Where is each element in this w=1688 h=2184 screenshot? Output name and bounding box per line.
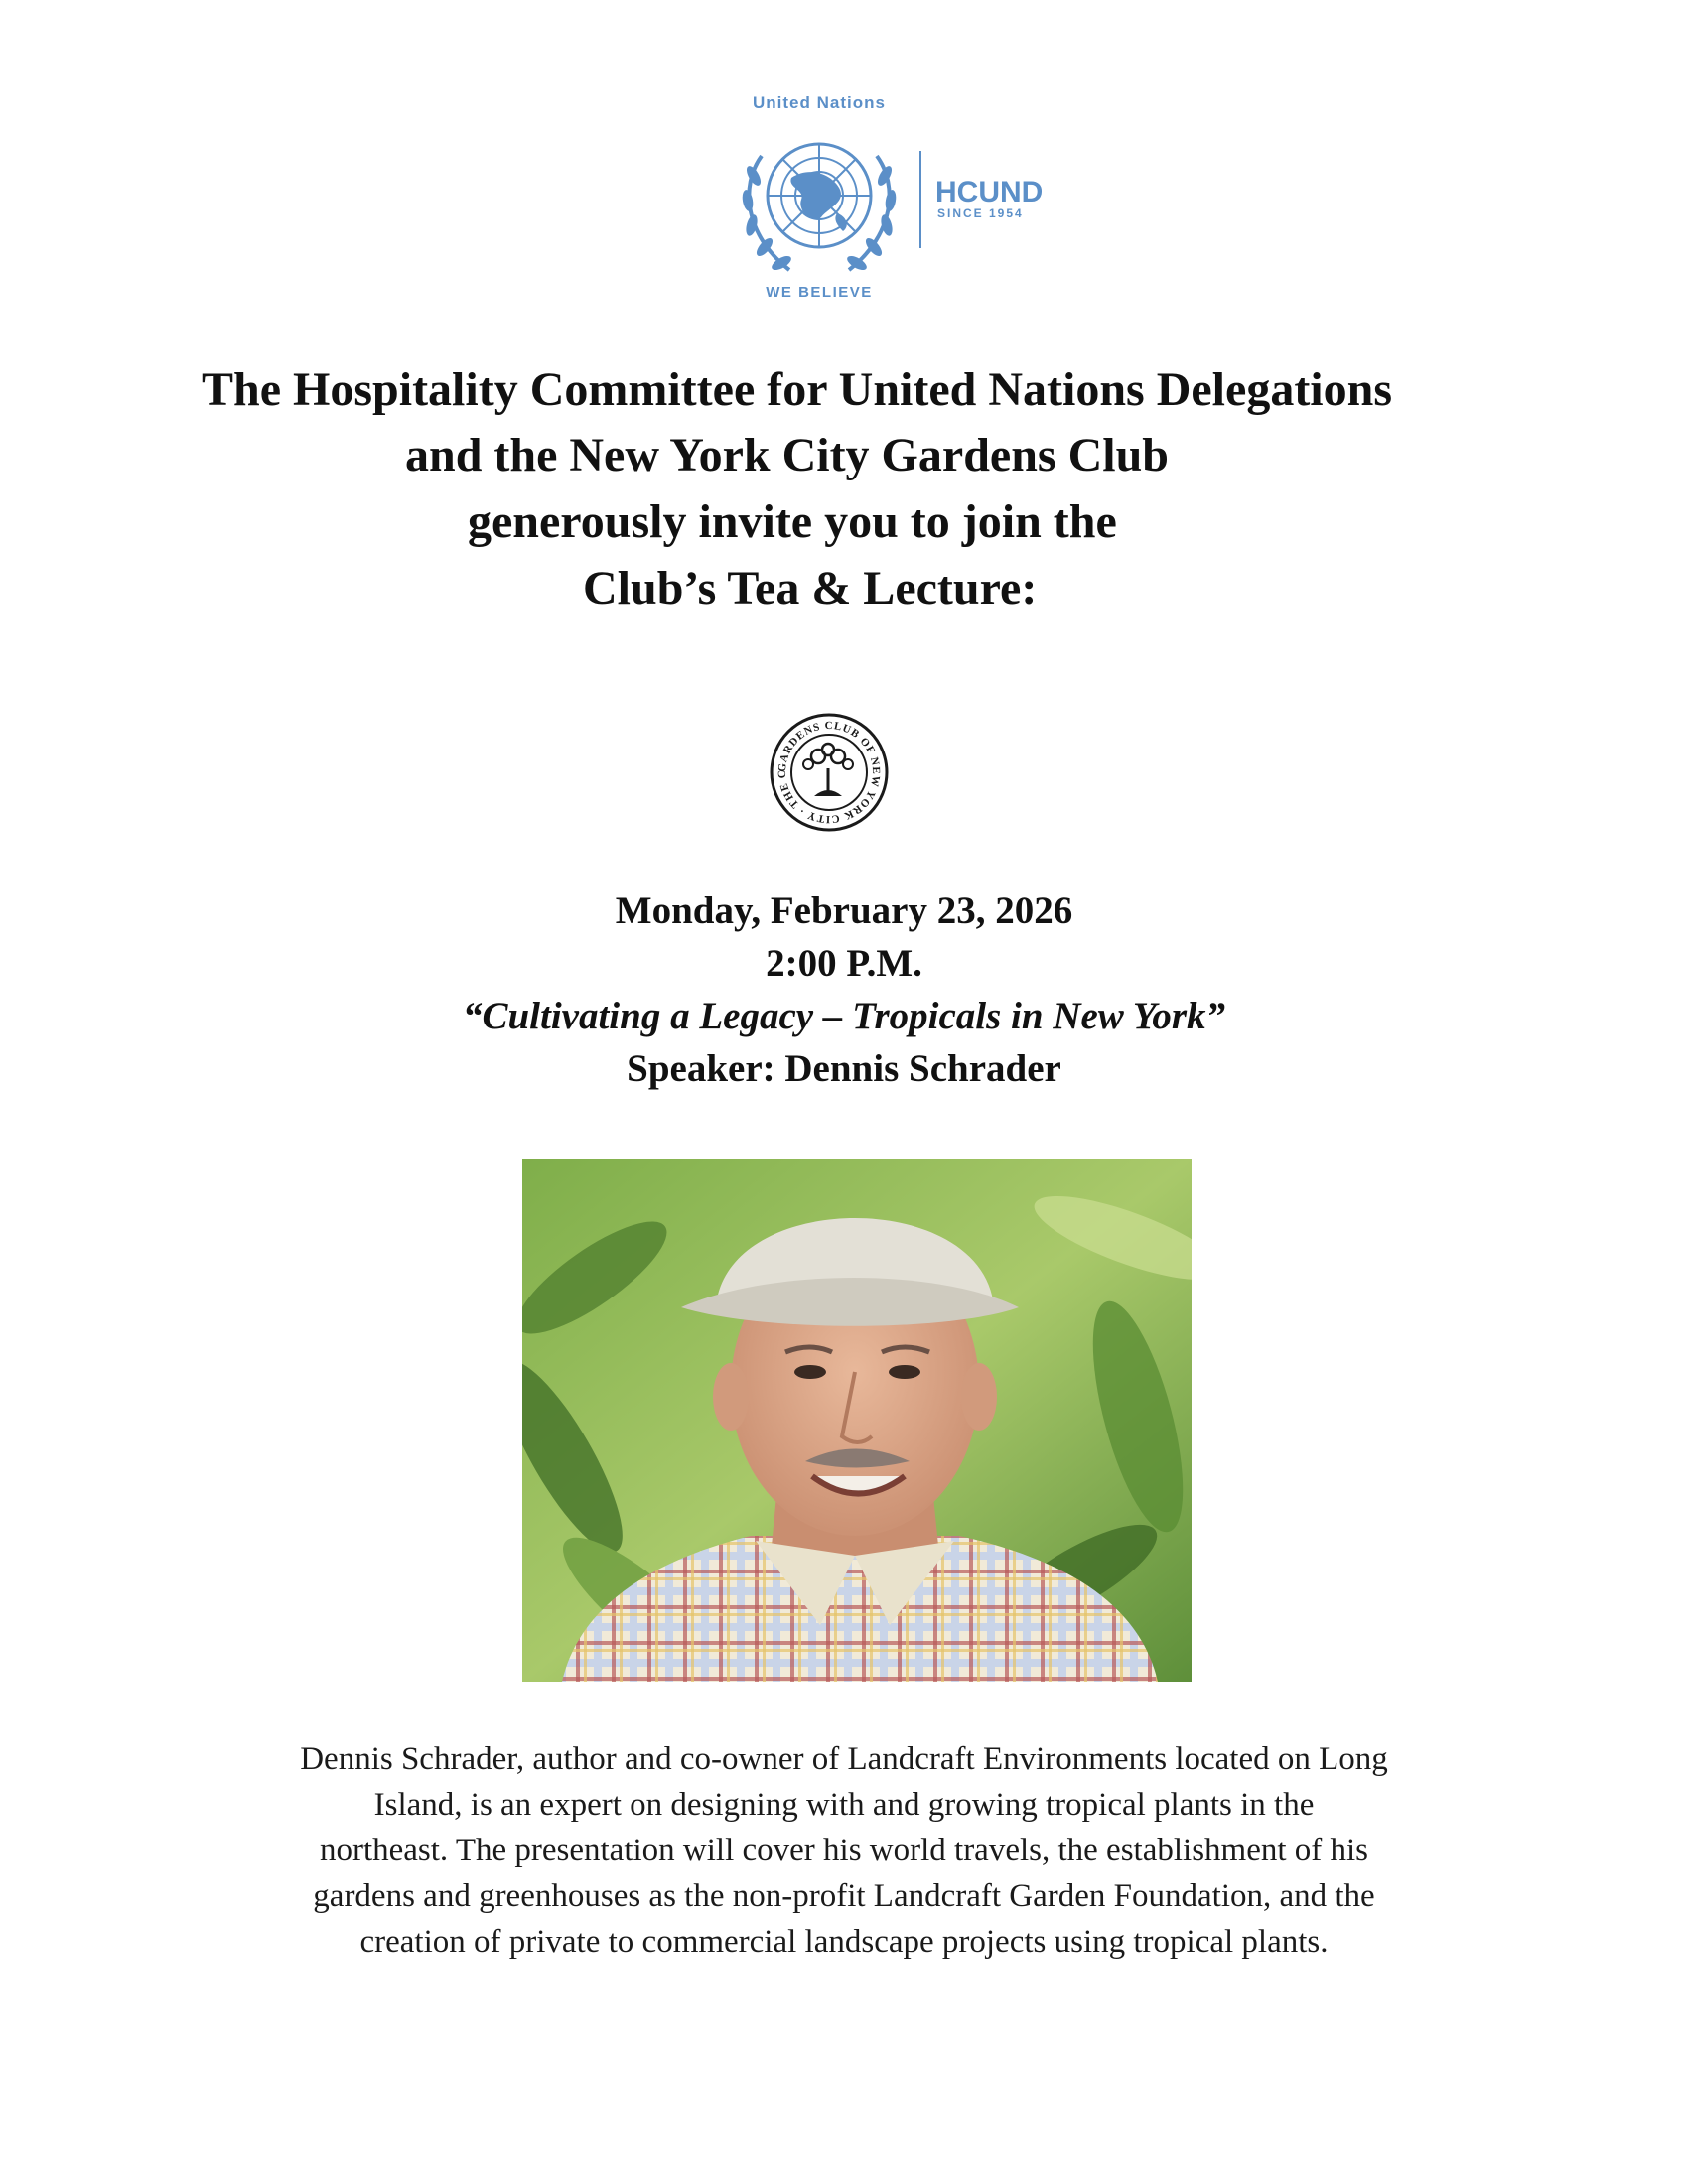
headline-line-1: The Hospitality Committee for United Nations Delegations [202, 363, 1393, 416]
bio-line-3: northeast. The presentation will cover his world travels, the establishment of his [319, 1833, 1369, 1868]
speaker-bio [0, 1736, 1688, 1975]
headline-line-2: and the New York City Gardens Club [405, 429, 1169, 481]
speaker-name: Speaker: Dennis Schrader [627, 1047, 1061, 1090]
event-date: Monday, February 23, 2026 [615, 889, 1073, 932]
bio-line-2: Island, is an expert on designing with and growing tropical plants in the [373, 1787, 1315, 1823]
un-top-text: United Nations [753, 93, 886, 112]
un-bottom-text: WE BELIEVE [766, 284, 873, 301]
hcund-since: SINCE 1954 [937, 206, 1024, 220]
headline-line-4: Club’s Tea & Lecture: [583, 562, 1038, 614]
headline-line-3: generously invite you to join the [468, 495, 1117, 548]
gardens-club-seal [705, 695, 953, 844]
bio-line-1: Dennis Schrader, author and co-owner of Landcraft Environments located on Long [300, 1741, 1388, 1777]
bio-line-5: creation of private to commercial landscape projects using tropical plants. [359, 1924, 1329, 1960]
un-hcund-logo [715, 91, 1072, 305]
speaker-photo [522, 1159, 1192, 1682]
event-time: 2:00 P.M. [766, 942, 922, 985]
bio-line-4: gardens and greenhouses as the non-profit Landcraft Garden Foundation, and the [313, 1878, 1375, 1914]
lecture-title: “Cultivating a Legacy – Tropicals in New York” [462, 995, 1226, 1037]
gardens-club-ring-text: GARDENS CLUB OF NEW YORK CITY · THE C [775, 719, 883, 826]
invitation-headline [0, 357, 1688, 625]
hcund-name: HCUND [935, 176, 1044, 208]
un-emblem-icon [741, 144, 898, 273]
